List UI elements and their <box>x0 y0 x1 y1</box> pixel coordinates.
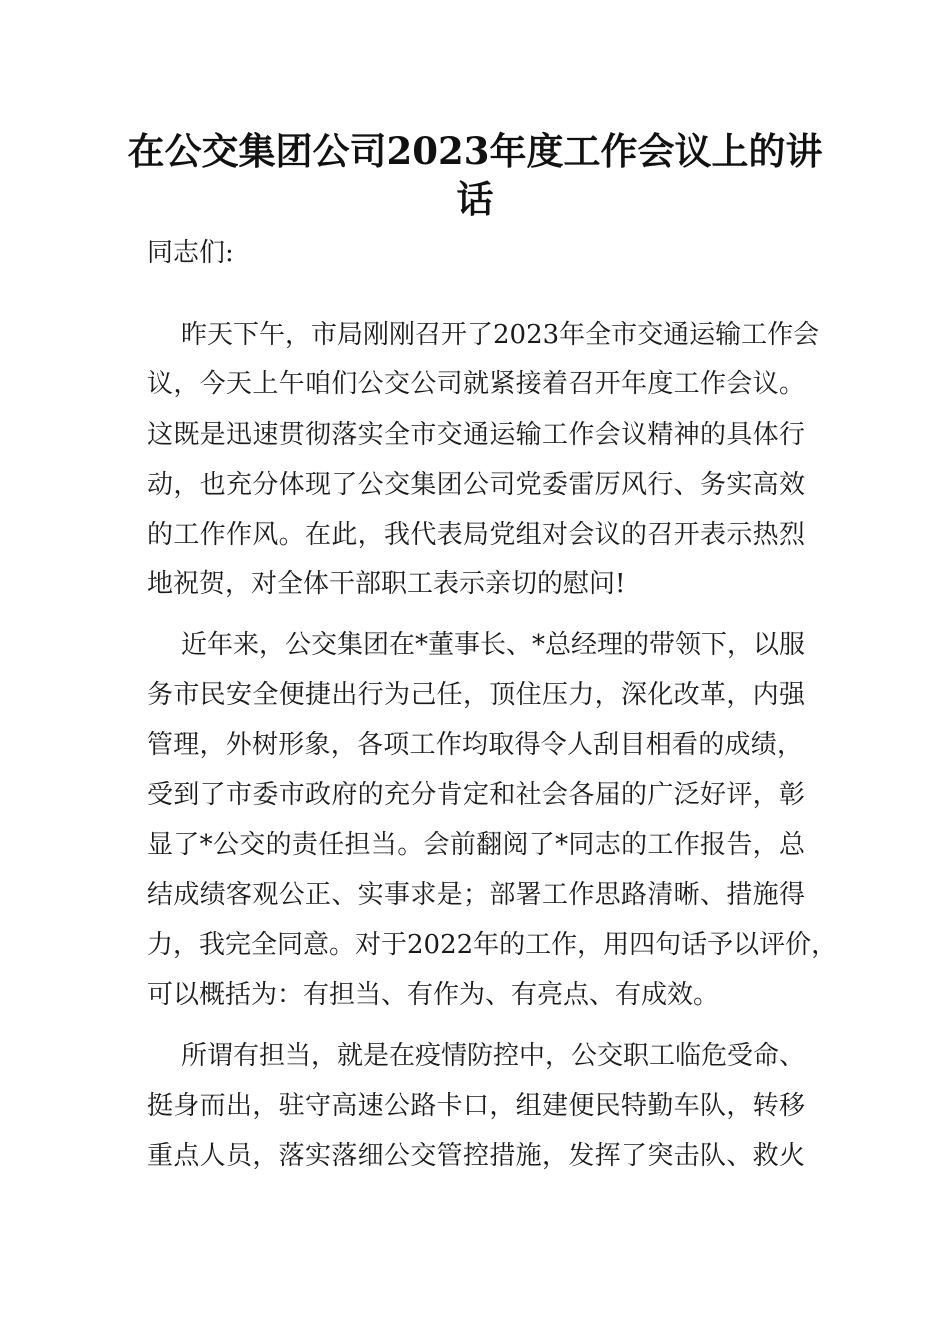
paragraph-1-line-2: 议，今天上午咱们公交公司就紧接着召开年度工作会议。 <box>147 369 805 399</box>
paragraph-2-line-4: 受到了市委市政府的充分肯定和社会各届的广泛好评，彰 <box>147 780 805 810</box>
document-title-line-1: 在公交集团公司2023年度工作会议上的讲 <box>127 129 823 173</box>
salutation: 同志们: <box>147 238 234 268</box>
paragraph-1-line-6: 地祝贺，对全体干部职工表示亲切的慰问! <box>147 569 626 599</box>
paragraph-3-line-2: 挺身而出，驻守高速公路卡口，组建便民特勤车队，转移 <box>147 1091 805 1121</box>
paragraph-1-line-3: 这既是迅速贯彻落实全市交通运输工作会议精神的具体行 <box>147 420 805 450</box>
paragraph-1-line-5: 的工作作风。在此，我代表局党组对会议的召开表示热烈 <box>147 520 805 550</box>
paragraph-1-line-4: 动，也充分体现了公交集团公司党委雷厉风行、务实高效 <box>147 470 805 500</box>
paragraph-2-line-2: 务市民安全便捷出行为己任，顶住压力，深化改革，内强 <box>147 680 805 710</box>
paragraph-2-line-8: 可以概括为：有担当、有作为、有亮点、有成效。 <box>147 980 720 1010</box>
document-title-line-2: 话 <box>456 177 494 221</box>
paragraph-3-line-1: 所谓有担当，就是在疫情防控中，公交职工临危受命、 <box>181 1041 806 1071</box>
paragraph-2-line-6: 结成绩客观公正、实事求是；部署工作思路清晰、措施得 <box>147 880 805 910</box>
paragraph-2-line-7: 力，我完全同意。对于2022年的工作，用四句话予以评价， <box>147 930 838 960</box>
paragraph-2-line-5: 显了*公交的责任担当。会前翻阅了*同志的工作报告，总 <box>147 830 805 860</box>
paragraph-2-line-3: 管理，外树形象，各项工作均取得令人刮目相看的成绩， <box>147 730 803 760</box>
paragraph-2-line-1: 近年来，公交集团在*董事长、*总经理的带领下，以服 <box>181 630 806 660</box>
paragraph-3-line-3: 重点人员，落实落细公交管控措施，发挥了突击队、救火 <box>147 1141 805 1171</box>
paragraph-1-line-1: 昨天下午，市局刚刚召开了2023年全市交通运输工作会 <box>181 320 820 350</box>
